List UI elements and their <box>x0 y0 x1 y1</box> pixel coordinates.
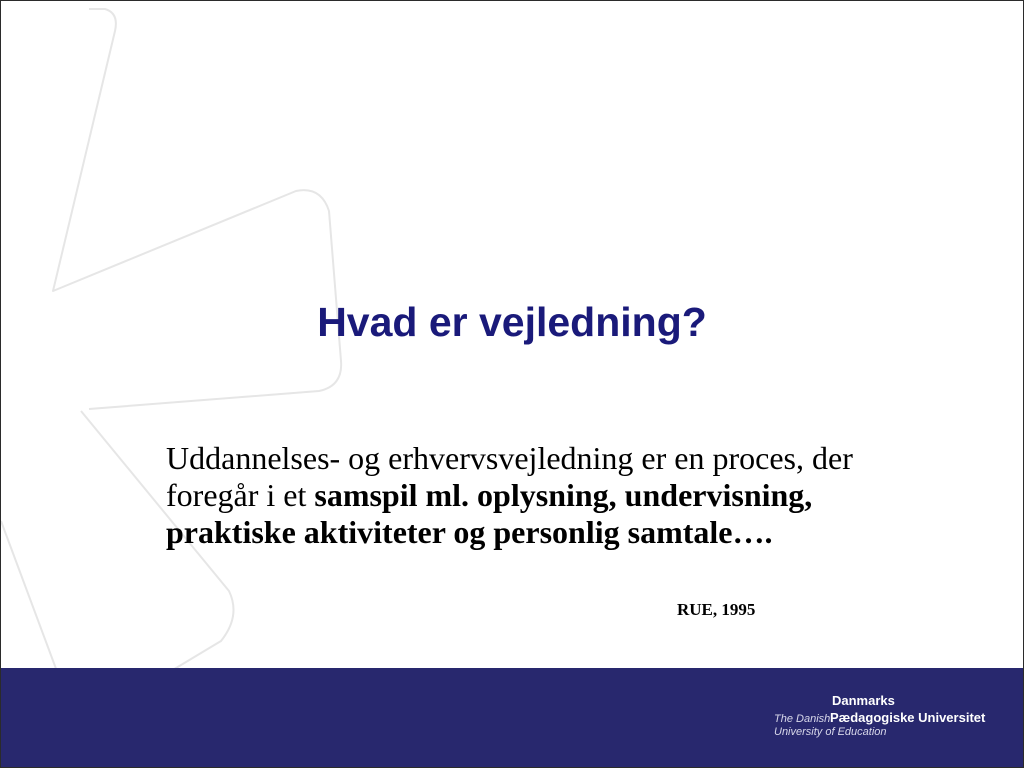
slide-title: Hvad er vejledning? <box>317 299 707 345</box>
body-text-regular: Uddannelses- og erhvervsvejledning er en proces, der foregår i et <box>166 440 853 513</box>
logo-text-paedagogiske-universitet: Pædagogiske Universitet <box>830 710 986 725</box>
body-text-bold: samspil ml. oplysning, undervisning, praktiske aktiviteter og personlig samtale…. <box>166 477 813 550</box>
footer-band <box>1 668 1023 767</box>
logo-text-danmarks: Danmarks <box>832 693 895 708</box>
watermark-logo-graphic <box>1 1 1023 767</box>
citation: RUE, 1995 <box>677 600 756 619</box>
watermark-shape-upper <box>53 9 341 409</box>
body-paragraph <box>166 440 866 551</box>
logo-text-the-danish: The Danish <box>774 713 831 725</box>
logo-text-university-of-education: University of Education <box>774 726 887 738</box>
university-logo <box>774 693 986 742</box>
